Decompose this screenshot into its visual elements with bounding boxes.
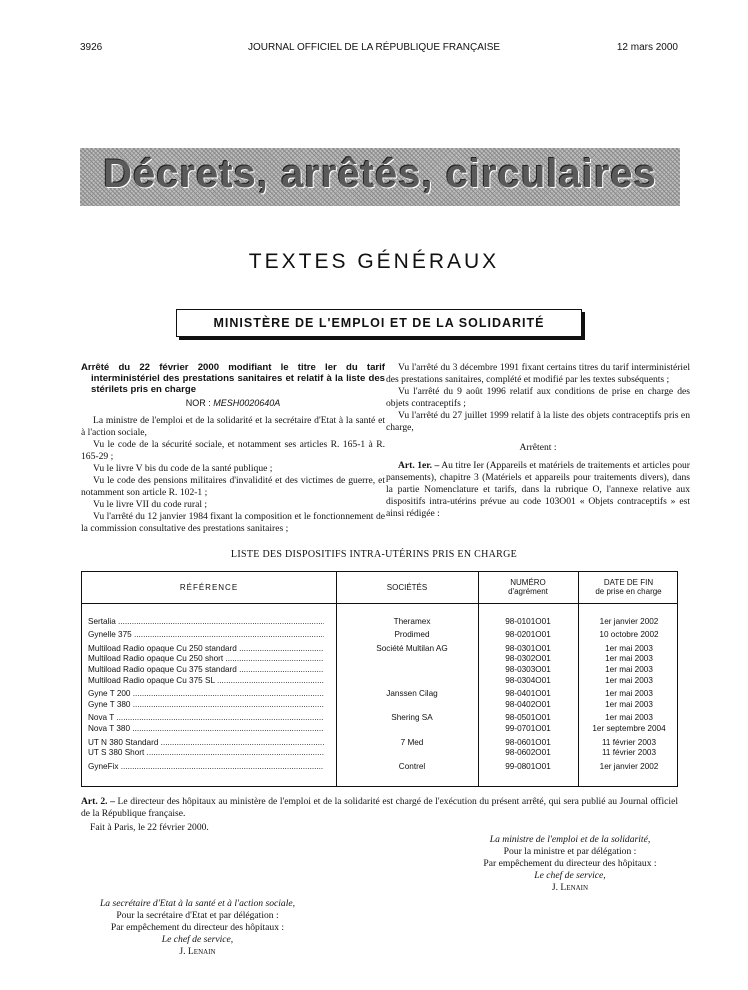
section-banner xyxy=(80,148,680,206)
cell-reference: Sertalia ..... xyxy=(88,617,324,628)
paragraph: Vu l'arrêté du 3 décembre 1991 fixant certains titres du tarif interministériel des prestations sanitaires, complété et modifié par les textes subséquents ; xyxy=(386,362,690,385)
paragraph: Vu l'arrêté du 9 août 1996 relatif aux conditions de prise en charge des objets contraceptifs ; xyxy=(386,386,690,409)
article-1-label: Art. 1er. – xyxy=(398,460,440,471)
cell-numero: 98-0304O01 xyxy=(505,676,551,685)
cell-reference: GyneFix ..... xyxy=(88,762,324,773)
cell-date: 1er mai 2003 xyxy=(605,643,653,653)
cell-reference: Multiload Radio opaque Cu 250 standard ..... xyxy=(88,644,324,655)
cell-numero: 98-0401O01 xyxy=(505,689,551,699)
cell-date: 1er mai 2003 xyxy=(605,654,653,664)
list-title: LISTE DES DISPOSITIFS INTRA-UTÉRINS PRIS EN CHARGE xyxy=(230,549,518,560)
paragraph: Vu le livre V bis du code de la santé publique ; xyxy=(93,463,273,474)
cell-societe: Société Multilan AG xyxy=(376,643,448,653)
cell-date: 1er mai 2003 xyxy=(605,689,653,699)
cell-numero: 98-0301O01 xyxy=(505,643,551,653)
cell-date: 1er janvier 2002 xyxy=(599,761,659,771)
cell-societe: Prodimed xyxy=(394,630,430,640)
article-1-text: Au titre Ier (Appareils et matériels de traitements et articles pour pansements), chapitre 3 (Matériels et appareils pour traitements divers), dans la partie Nomenclature et tarifs, dans la rubrique O, l'annexe relative aux dispositifs intra-utérins prévue au code 103O01 « Objets contraceptifs » est ainsi rédigée : xyxy=(386,460,690,519)
header-societes: SOCIÉTÉS xyxy=(386,583,428,592)
section-title: TEXTES GÉNÉRAUX xyxy=(248,250,500,273)
cell-date: 11 février 2003 xyxy=(601,748,656,758)
cell-societe: 7 Med xyxy=(400,737,424,747)
header-reference: RÉFÉRENCE xyxy=(179,583,239,592)
cell-reference: Gyne T 380 ..... xyxy=(88,700,324,711)
article-1 xyxy=(386,460,690,520)
cell-numero: 98-0302O01 xyxy=(505,654,551,664)
cell-reference: Gynelle 375 ..... xyxy=(88,630,324,641)
cell-date: 1er janvier 2002 xyxy=(599,617,659,626)
sig-left-line2: Pour la secrétaire d'Etat et par délégation : xyxy=(116,910,279,921)
sig-left-line4: Le chef de service, xyxy=(161,934,234,945)
arrete-title: Arrêté du 22 février 2000 modifiant le titre Ier du tarif interministériel des prestations sanitaires et relatif à la liste des stérilets pris en charge xyxy=(81,362,385,395)
cell-date: 11 février 2003 xyxy=(601,737,656,747)
ministry-box: MINISTÈRE DE L'EMPLOI ET DE LA SOLIDARITÉ xyxy=(176,309,582,337)
cell-numero: 98-0602O01 xyxy=(505,748,551,758)
cell-numero: 98-0201O01 xyxy=(505,630,551,640)
cell-date: 1er mai 2003 xyxy=(605,665,653,675)
header-date xyxy=(578,578,679,596)
fait-a-paris: Fait à Paris, le 22 février 2000. xyxy=(90,822,209,833)
devices-table xyxy=(81,571,678,787)
cell-numero: 98-0101O01 xyxy=(505,617,551,626)
header-numero-line1: NUMÉRO xyxy=(510,578,546,587)
article-2-label: Art. 2. – xyxy=(81,796,115,807)
cell-numero: 98-0303O01 xyxy=(505,665,551,675)
nor-label: NOR : xyxy=(185,398,211,408)
paragraph: Vu l'arrêté du 12 janvier 1984 fixant la composition et le fonctionnement de la commission consultative des prestations sanitaires ; xyxy=(81,511,385,534)
right-column xyxy=(386,362,690,520)
sig-right-line4: Le chef de service, xyxy=(534,870,606,881)
signature-right xyxy=(440,834,700,894)
paragraph: La ministre de l'emploi et de la solidarité et la secrétaire d'Etat à la santé et à l'action sociale, xyxy=(81,415,385,438)
cell-reference: Nova T 380 ..... xyxy=(88,724,324,735)
sig-right-name: J. Lenain xyxy=(551,882,589,893)
cell-reference: Multiload Radio opaque Cu 250 short ..... xyxy=(88,654,324,665)
cell-numero: 98-0601O01 xyxy=(505,737,551,747)
paragraph: Vu le livre VII du code rural ; xyxy=(93,499,208,510)
paragraph: Vu le code de la sécurité sociale, et notamment ses articles R. 165-1 à R. 165-29 ; xyxy=(81,439,385,462)
journal-title: JOURNAL OFFICIEL DE LA RÉPUBLIQUE FRANÇAISE xyxy=(247,42,501,53)
cell-reference: Multiload Radio opaque Cu 375 standard ..... xyxy=(88,665,324,676)
sig-left-line1: La secrétaire d'Etat à la santé et à l'action sociale, xyxy=(99,898,296,909)
cell-numero: 98-0402O01 xyxy=(505,700,551,710)
paragraph: Vu l'arrêté du 27 juillet 1999 relatif à la liste des objets contraceptifs pris en charge, xyxy=(386,410,690,433)
header-date-line2: de prise en charge xyxy=(595,587,662,596)
cell-societe: Janssen Cilag xyxy=(386,689,438,699)
nor-reference xyxy=(81,397,385,409)
header-date-line1: DATE DE FIN xyxy=(603,578,654,587)
cell-date: 1er mai 2003 xyxy=(605,713,653,723)
sig-right-line2: Pour la ministre et par délégation : xyxy=(503,846,637,857)
nor-value: MESH0020640A xyxy=(213,398,281,408)
signature-left xyxy=(70,898,325,958)
cell-societe: Contrel xyxy=(398,761,426,771)
cell-date: 1er mai 2003 xyxy=(605,700,653,710)
cell-reference: Multiload Radio opaque Cu 375 SL ..... xyxy=(88,676,324,687)
cell-numero: 99-0701O01 xyxy=(505,724,551,734)
cell-societe: Shering SA xyxy=(391,713,433,723)
sig-left-line3: Par empêchement du directeur des hôpitaux : xyxy=(110,922,285,933)
header-numero xyxy=(478,578,578,596)
arretent: Arrêtent : xyxy=(519,442,557,453)
issue-date: 12 mars 2000 xyxy=(616,42,678,53)
left-column xyxy=(81,362,385,535)
cell-numero: 99-0801O01 xyxy=(505,761,551,771)
cell-reference: Nova T ..... xyxy=(88,713,324,724)
cell-numero: 98-0501O01 xyxy=(505,713,551,723)
sig-left-name: J. Lenain xyxy=(179,946,216,957)
article-2 xyxy=(81,796,678,820)
sig-right-line3: Par empêchement du directeur des hôpitaux : xyxy=(483,858,657,869)
header-numero-line2: d'agrément xyxy=(508,587,548,596)
cell-reference: Gyne T 200 ..... xyxy=(88,689,324,700)
cell-reference: UT S 380 Short ..... xyxy=(88,748,324,759)
cell-societe: Theramex xyxy=(393,617,431,626)
article-2-text: Le directeur des hôpitaux au ministère de l'emploi et de la solidarité est chargé de l'exécution du présent arrêté, qui sera publié au Journal officiel de la République française. xyxy=(81,796,679,819)
cell-date: 1er mai 2003 xyxy=(605,676,653,685)
sig-right-line1: La ministre de l'emploi et de la solidarité, xyxy=(489,834,651,845)
paragraph: Vu le code des pensions militaires d'invalidité et des victimes de guerre, et notamment son article R. 102-1 ; xyxy=(81,475,385,498)
cell-reference: UT N 380 Standard ..... xyxy=(88,738,324,749)
page-number: 3926 xyxy=(80,42,103,53)
banner-title: Décrets, arrêtés, circulaires xyxy=(103,152,657,196)
cell-date: 1er septembre 2004 xyxy=(592,724,666,734)
cell-date: 10 octobre 2002 xyxy=(599,630,659,640)
